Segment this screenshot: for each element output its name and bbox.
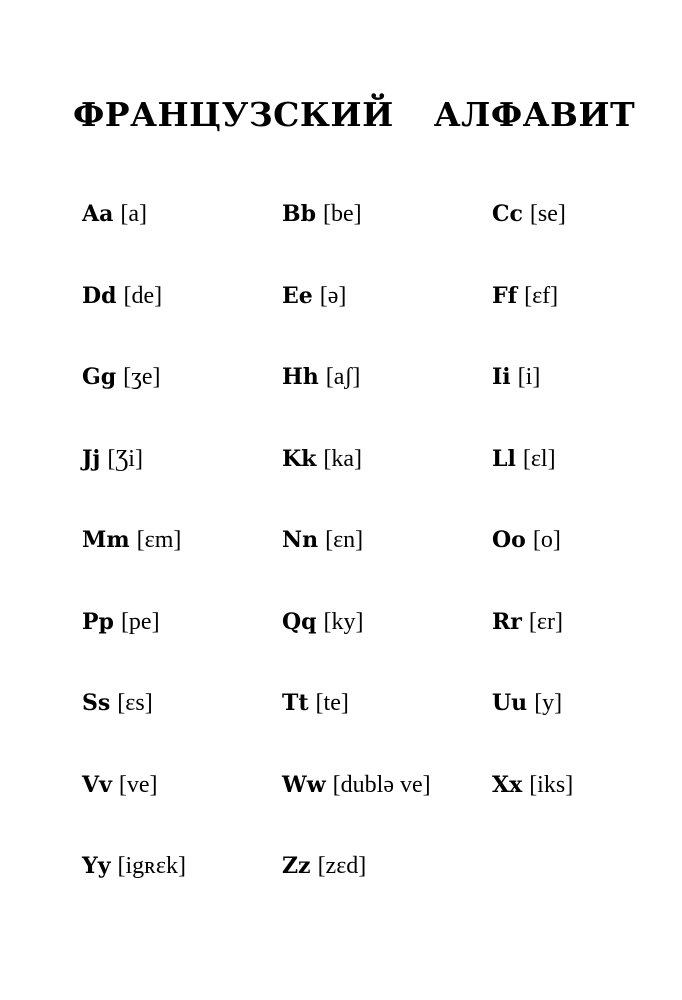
letter: Tt bbox=[282, 690, 309, 716]
alphabet-entry bbox=[82, 689, 282, 771]
pronunciation: [i] bbox=[517, 364, 541, 390]
alphabet-entry bbox=[282, 200, 492, 282]
pronunciation: [ɛm] bbox=[136, 527, 182, 553]
letter: Xx bbox=[492, 771, 523, 798]
pronunciation: [be] bbox=[322, 201, 362, 227]
letter: Vv bbox=[82, 771, 112, 798]
alphabet-entry bbox=[282, 771, 492, 853]
pronunciation: [ɛf] bbox=[524, 282, 559, 309]
letter: Yy bbox=[82, 853, 111, 879]
alphabet-entry bbox=[82, 852, 282, 934]
alphabet-entry bbox=[282, 445, 492, 527]
alphabet-entry bbox=[492, 689, 662, 771]
alphabet-entry bbox=[282, 363, 492, 445]
pronunciation: [te] bbox=[315, 690, 349, 716]
alphabet-entry bbox=[492, 608, 662, 690]
pronunciation: [ɛn] bbox=[325, 527, 364, 553]
pronunciation: [se] bbox=[529, 201, 566, 227]
letter: Ff bbox=[492, 282, 518, 309]
pronunciation: [aʃ] bbox=[325, 364, 361, 390]
letter: Ii bbox=[492, 364, 511, 390]
letter: Kk bbox=[282, 445, 317, 472]
letter: Uu bbox=[492, 690, 528, 716]
pronunciation: [ʒe] bbox=[123, 364, 161, 390]
pronunciation: [ɛl] bbox=[522, 445, 556, 472]
letter: Ss bbox=[82, 690, 111, 716]
pronunciation: [ɛr] bbox=[528, 608, 563, 635]
letter: Qq bbox=[282, 608, 317, 635]
letter: Aa bbox=[82, 201, 114, 227]
pronunciation: [ə] bbox=[319, 282, 347, 309]
alphabet-entry bbox=[282, 852, 492, 934]
alphabet-entry bbox=[492, 771, 662, 853]
alphabet-entry bbox=[82, 526, 282, 608]
letter: Jj bbox=[82, 445, 101, 472]
pronunciation: [de] bbox=[123, 282, 163, 309]
alphabet-entry bbox=[282, 526, 492, 608]
pronunciation: [o] bbox=[532, 527, 561, 553]
alphabet-entry bbox=[492, 363, 662, 445]
pronunciation: [Ʒi] bbox=[107, 445, 143, 472]
alphabet-entry bbox=[492, 526, 662, 608]
letter: Zz bbox=[282, 853, 311, 879]
alphabet-entry bbox=[492, 445, 662, 527]
letter: Bb bbox=[282, 201, 316, 227]
pronunciation: [y] bbox=[534, 690, 563, 716]
pronunciation: [pe] bbox=[120, 608, 160, 635]
pronunciation: [zɛd] bbox=[317, 853, 367, 879]
alphabet-entry bbox=[82, 771, 282, 853]
letter: Rr bbox=[492, 608, 522, 635]
page-title: ФРАНЦУЗСКИЙ АЛФАВИТ bbox=[73, 95, 636, 134]
alphabet-entry bbox=[282, 282, 492, 364]
alphabet-entry bbox=[492, 200, 662, 282]
pronunciation: [a] bbox=[120, 201, 147, 227]
letter: Dd bbox=[82, 282, 117, 309]
pronunciation: [ɛs] bbox=[117, 690, 153, 716]
pronunciation: [dublə ve] bbox=[332, 771, 431, 798]
letter: Ee bbox=[282, 282, 313, 309]
letter: Mm bbox=[82, 527, 130, 553]
pronunciation: [igʀɛk] bbox=[117, 853, 186, 879]
alphabet-entry bbox=[82, 200, 282, 282]
pronunciation: [iks] bbox=[529, 771, 574, 798]
letter: Pp bbox=[82, 608, 114, 635]
alphabet-entry bbox=[82, 445, 282, 527]
alphabet-entry bbox=[82, 282, 282, 364]
pronunciation: [ky] bbox=[323, 608, 364, 635]
alphabet-entry bbox=[282, 608, 492, 690]
alphabet-entry bbox=[282, 689, 492, 771]
letter: Gg bbox=[82, 364, 117, 390]
letter: Ll bbox=[492, 445, 516, 472]
pronunciation: [ve] bbox=[118, 771, 158, 798]
letter: Cc bbox=[492, 201, 523, 227]
letter: Hh bbox=[282, 364, 319, 390]
letter: Ww bbox=[282, 771, 326, 798]
letter: Oo bbox=[492, 527, 526, 553]
alphabet-entry bbox=[82, 608, 282, 690]
pronunciation: [ka] bbox=[323, 445, 363, 472]
alphabet-entry bbox=[492, 282, 662, 364]
letter: Nn bbox=[282, 527, 319, 553]
alphabet-grid bbox=[82, 200, 662, 934]
alphabet-entry bbox=[82, 363, 282, 445]
